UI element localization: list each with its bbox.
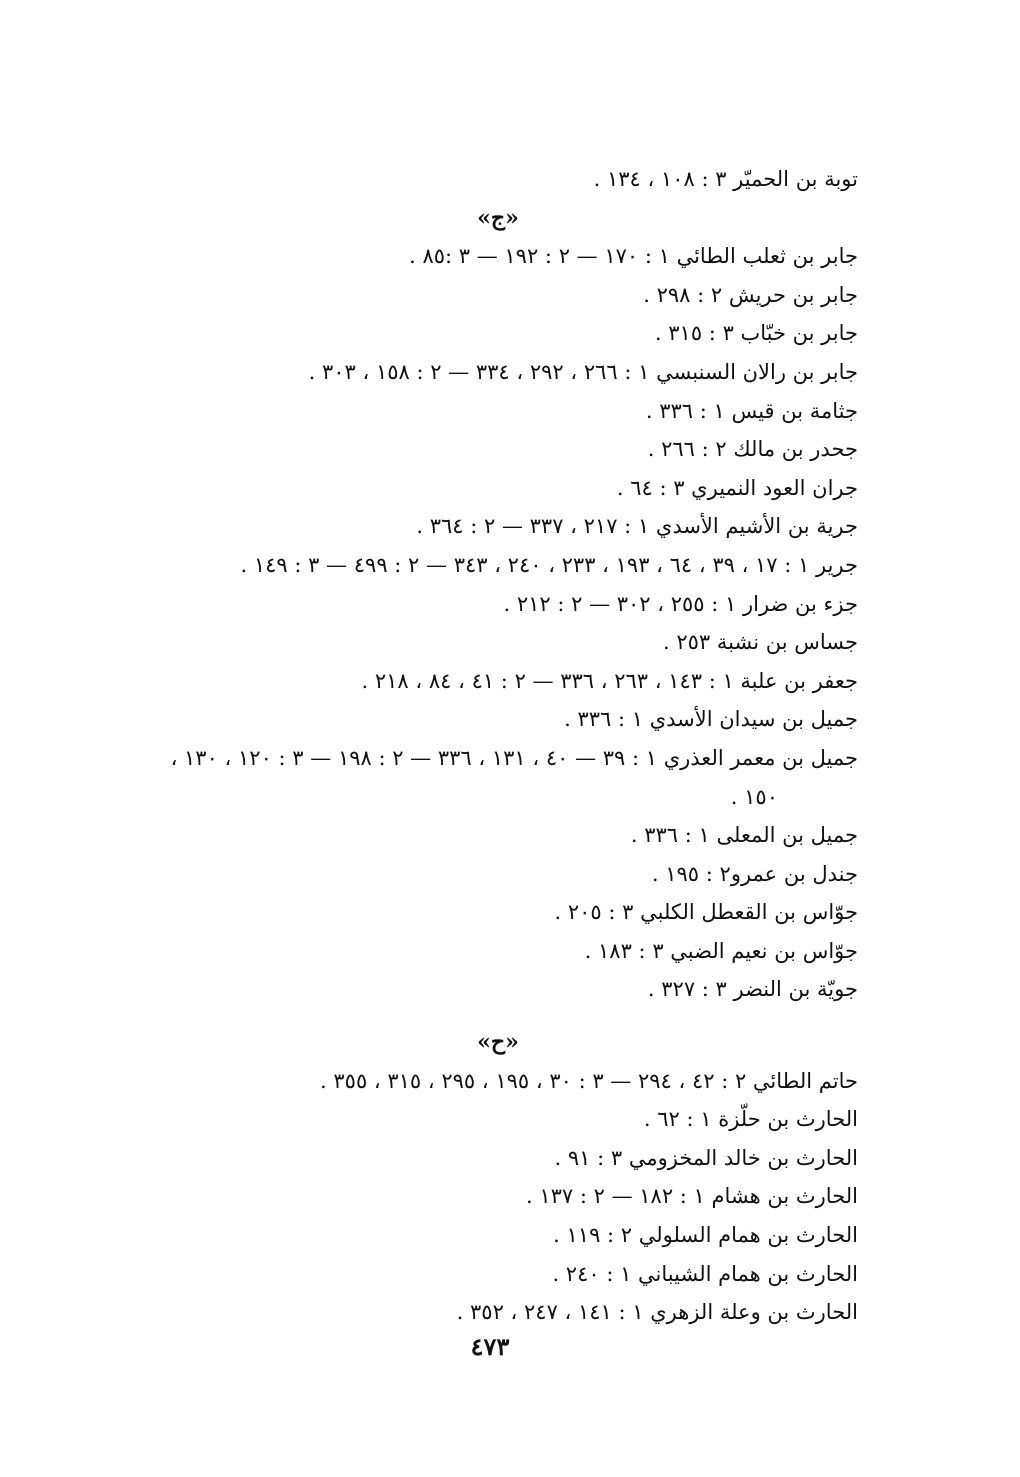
index-entries xyxy=(98,160,858,1332)
index-entry: الحارث بن همام الشيباني ١ : ٢٤٠ . xyxy=(552,1261,858,1286)
index-entry: توبة بن الحميّر ٣ : ١٠٨ ، ١٣٤ . xyxy=(593,167,858,191)
index-entry-continuation: . ١٥٠ xyxy=(730,784,778,809)
index-entry: جحدر بن مالك ٢ : ٢٦٦ . xyxy=(647,437,858,462)
index-entry: حاتم الطائي ٢ : ٤٢ ، ٢٩٤ — ٣ : ٣٠ ، ١٩٥ ، ٢٩٥ ، ٣١٥ ، ٣٥٥ . xyxy=(320,1068,858,1093)
section-gap xyxy=(98,1009,858,1023)
index-entry: جزء بن ضرار ١ : ٢٥٥ ، ٣٠٢ — ٢ : ٢١٢ . xyxy=(503,591,858,616)
index-entry: جرية بن الأشيم الأسدي ١ : ٢١٧ ، ٣٣٧ — ٢ : ٣٦٤ . xyxy=(416,514,858,539)
index-entry: الحارث بن خالد المخزومي ٣ : ٩١ . xyxy=(554,1145,858,1170)
index-entry: جميل بن المعلى ١ : ٣٣٦ . xyxy=(630,823,858,848)
index-entry: جابر بن خبّاب ٣ : ٣١٥ . xyxy=(654,321,858,346)
index-entry: الحارث بن حلّزة ١ : ٦٢ . xyxy=(643,1107,858,1132)
index-entry: جابر بن حريش ٢ : ٢٩٨ . xyxy=(643,282,858,307)
section-heading-jim: «ج» xyxy=(477,204,519,231)
index-entry: الحارث بن هشام ١ : ١٨٢ — ٢ : ١٣٧ . xyxy=(525,1184,858,1209)
index-entry: الحارث بن همام السلولي ٢ : ١١٩ . xyxy=(553,1223,858,1248)
index-entry: جابر بن ثعلب الطائي ١ : ١٧٠ — ٢ : ١٩٢ — ٣ :٨٥ . xyxy=(409,244,858,269)
index-entry: جعفر بن علبة ١ : ١٤٣ ، ٢٦٣ ، ٣٣٦ — ٢ : ٤١ ، ٨٤ ، ٢١٨ . xyxy=(361,668,858,693)
index-entry: جابر بن رالان السنبسي ١ : ٢٦٦ ، ٢٩٢ ، ٣٣٤ — ٢ : ١٥٨ ، ٣٠٣ . xyxy=(308,359,858,384)
index-entry: جران العود النميري ٣ : ٦٤ . xyxy=(616,475,858,500)
index-entry: جميل بن معمر العذري ١ : ٣٩ — ٤٠ ، ١٣١ ، ٣٣٦ — ٢ : ١٩٨ — ٣ : ١٢٠ ، ١٣٠ ، xyxy=(170,745,858,770)
index-entry: جوّاس بن القعطل الكلبي ٣ : ٢٠٥ . xyxy=(554,900,858,925)
page-number: ٤٧٣ xyxy=(470,1332,510,1361)
index-entry: جرير ١ : ١٧ ، ٣٩ ، ٦٤ ، ١٩٣ ، ٢٣٣ ، ٢٤٠ ، ٣٤٣ — ٢ : ٤٩٩ — ٣ : ١٤٩ . xyxy=(240,552,858,577)
section-heading-ha: «ح» xyxy=(477,1029,519,1056)
index-entry: جوّاس بن نعيم الضبي ٣ : ١٨٣ . xyxy=(584,938,858,963)
index-entry: الحارث بن وعلة الزهري ١ : ١٤١ ، ٢٤٧ ، ٣٥٢ . xyxy=(456,1300,858,1325)
index-entry: جويّة بن النضر ٣ : ٣٢٧ . xyxy=(647,977,858,1002)
index-entry: جندل بن عمرو٢ : ١٩٥ . xyxy=(651,861,858,886)
index-entry: جميل بن سيدان الأسدي ١ : ٣٣٦ . xyxy=(564,707,858,732)
index-entry: جثامة بن قيس ١ : ٣٣٦ . xyxy=(645,398,858,423)
index-entry: جساس بن نشبة ٢٥٣ . xyxy=(663,630,858,655)
